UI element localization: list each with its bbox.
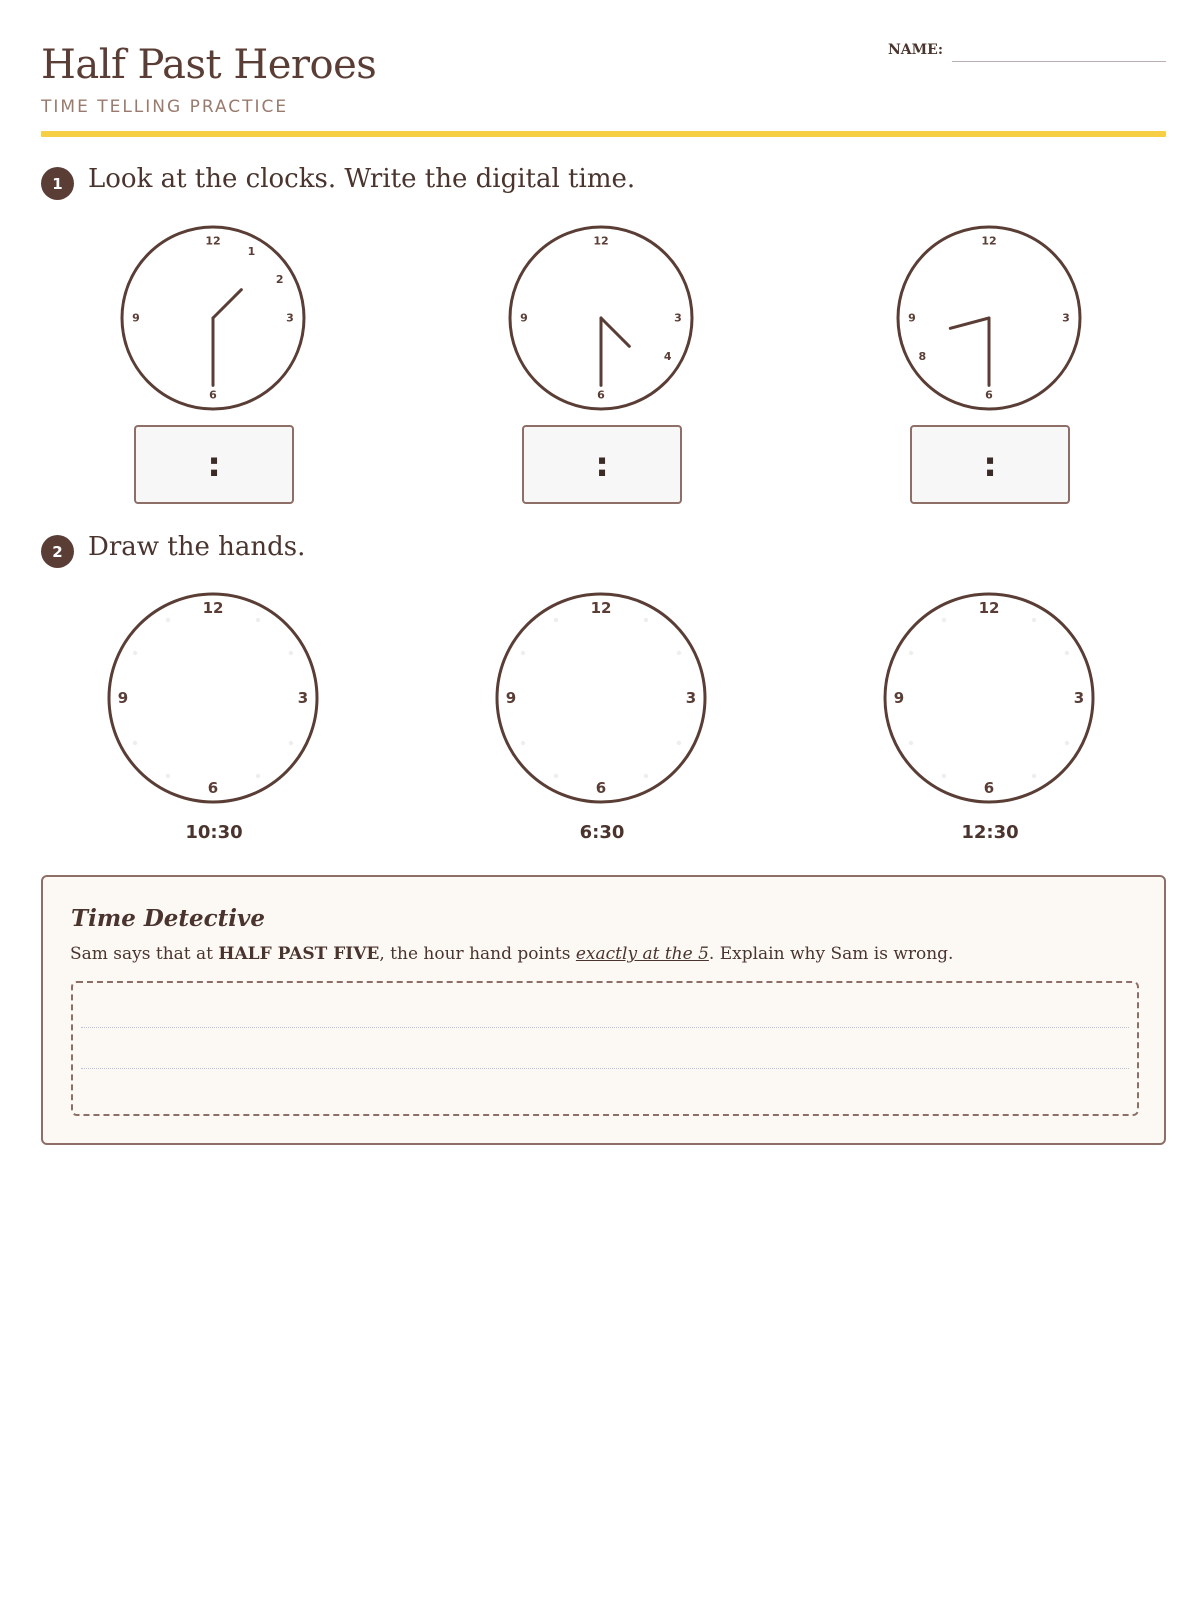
prompt-bold-text: HALF PAST FIVE bbox=[218, 944, 380, 964]
hour-dot bbox=[909, 651, 913, 655]
clock-numeral: 9 bbox=[132, 311, 140, 325]
clock-rim bbox=[497, 594, 705, 802]
clock-numeral: 3 bbox=[1062, 311, 1070, 325]
writing-line bbox=[81, 1027, 1129, 1028]
clock-numeral: 12 bbox=[205, 234, 221, 248]
hour-dot bbox=[942, 618, 946, 622]
clock-numeral: 6 bbox=[207, 779, 219, 797]
hour-dot bbox=[942, 774, 946, 778]
prompt-text: . Explain why Sam is wrong. bbox=[708, 944, 954, 964]
writing-line bbox=[81, 1068, 1129, 1069]
clock-numeral: 9 bbox=[893, 689, 905, 707]
hour-dot bbox=[677, 651, 681, 655]
hour-dot bbox=[1065, 651, 1069, 655]
blank-clock-face[interactable] bbox=[883, 592, 1095, 804]
hour-dot bbox=[644, 774, 648, 778]
detective-title: Time Detective bbox=[71, 905, 266, 932]
hour-dot bbox=[1032, 618, 1036, 622]
clock-numeral: 12 bbox=[590, 599, 612, 617]
clock-numeral: 2 bbox=[275, 273, 284, 286]
clock-numeral: 8 bbox=[918, 350, 927, 363]
hour-dot bbox=[166, 618, 170, 622]
clock-numeral: 6 bbox=[595, 779, 607, 797]
digital-time-answer-box[interactable]: : bbox=[910, 425, 1070, 504]
digital-time-answer-box[interactable]: : bbox=[134, 425, 294, 504]
clock-rim bbox=[109, 594, 317, 802]
hour-dot bbox=[256, 774, 260, 778]
page-title: Half Past Heroes bbox=[41, 42, 377, 88]
clock-rim bbox=[885, 594, 1093, 802]
hour-dot bbox=[133, 651, 137, 655]
prompt-text: , the hour hand points bbox=[379, 944, 576, 964]
hour-dot bbox=[644, 618, 648, 622]
section-instruction: Draw the hands. bbox=[88, 532, 306, 562]
clock-numeral: 9 bbox=[505, 689, 517, 707]
time-detective-panel bbox=[41, 875, 1166, 1145]
target-time-label: 6:30 bbox=[579, 822, 625, 843]
clock-numeral: 12 bbox=[202, 599, 224, 617]
clock-numeral: 12 bbox=[981, 234, 997, 248]
analog-clock bbox=[120, 225, 306, 411]
hour-dot bbox=[554, 618, 558, 622]
hour-dot bbox=[289, 651, 293, 655]
clock-numeral: 3 bbox=[674, 311, 682, 325]
prompt-emphasis-text: exactly at the 5 bbox=[575, 944, 709, 964]
detective-prompt bbox=[70, 944, 953, 964]
clock-numeral: 3 bbox=[1073, 689, 1085, 707]
hour-dot bbox=[554, 774, 558, 778]
clock-numeral: 9 bbox=[908, 311, 916, 325]
clock-numeral: 6 bbox=[209, 388, 217, 402]
hour-dot bbox=[133, 741, 137, 745]
clock-numeral: 4 bbox=[663, 350, 672, 363]
hour-dot bbox=[289, 741, 293, 745]
hour-dot bbox=[521, 741, 525, 745]
page-subtitle: TIME TELLING PRACTICE bbox=[41, 97, 289, 117]
clock-numeral: 12 bbox=[978, 599, 1000, 617]
blank-clock-face[interactable] bbox=[107, 592, 319, 804]
name-label: NAME: bbox=[888, 42, 943, 58]
analog-clock bbox=[508, 225, 694, 411]
clock-numeral: 3 bbox=[685, 689, 697, 707]
hour-dot bbox=[909, 741, 913, 745]
clock-numeral: 6 bbox=[597, 388, 605, 402]
section-number-badge: 2 bbox=[41, 535, 74, 568]
clock-numeral: 1 bbox=[247, 244, 256, 258]
target-time-label: 12:30 bbox=[961, 822, 1019, 843]
hour-dot bbox=[677, 741, 681, 745]
digital-time-answer-box[interactable]: : bbox=[522, 425, 682, 504]
hour-dot bbox=[1065, 741, 1069, 745]
clock-numeral: 6 bbox=[985, 388, 993, 402]
name-input-line[interactable] bbox=[952, 61, 1166, 62]
hour-dot bbox=[1032, 774, 1036, 778]
clock-numeral: 12 bbox=[593, 234, 609, 248]
header-divider bbox=[41, 131, 1166, 137]
target-time-label: 10:30 bbox=[185, 822, 243, 843]
clock-numeral: 9 bbox=[520, 311, 528, 325]
explanation-answer-area[interactable] bbox=[71, 981, 1139, 1116]
analog-clock bbox=[896, 225, 1082, 411]
section-instruction: Look at the clocks. Write the digital time. bbox=[88, 164, 636, 194]
clock-numeral: 3 bbox=[297, 689, 309, 707]
hour-dot bbox=[256, 618, 260, 622]
hour-dot bbox=[521, 651, 525, 655]
blank-clock-face[interactable] bbox=[495, 592, 707, 804]
clock-numeral: 6 bbox=[983, 779, 995, 797]
prompt-text: Sam says that at bbox=[70, 944, 219, 964]
hour-dot bbox=[166, 774, 170, 778]
section-number-badge: 1 bbox=[41, 167, 74, 200]
clock-numeral: 9 bbox=[117, 689, 129, 707]
clock-numeral: 3 bbox=[286, 311, 294, 325]
